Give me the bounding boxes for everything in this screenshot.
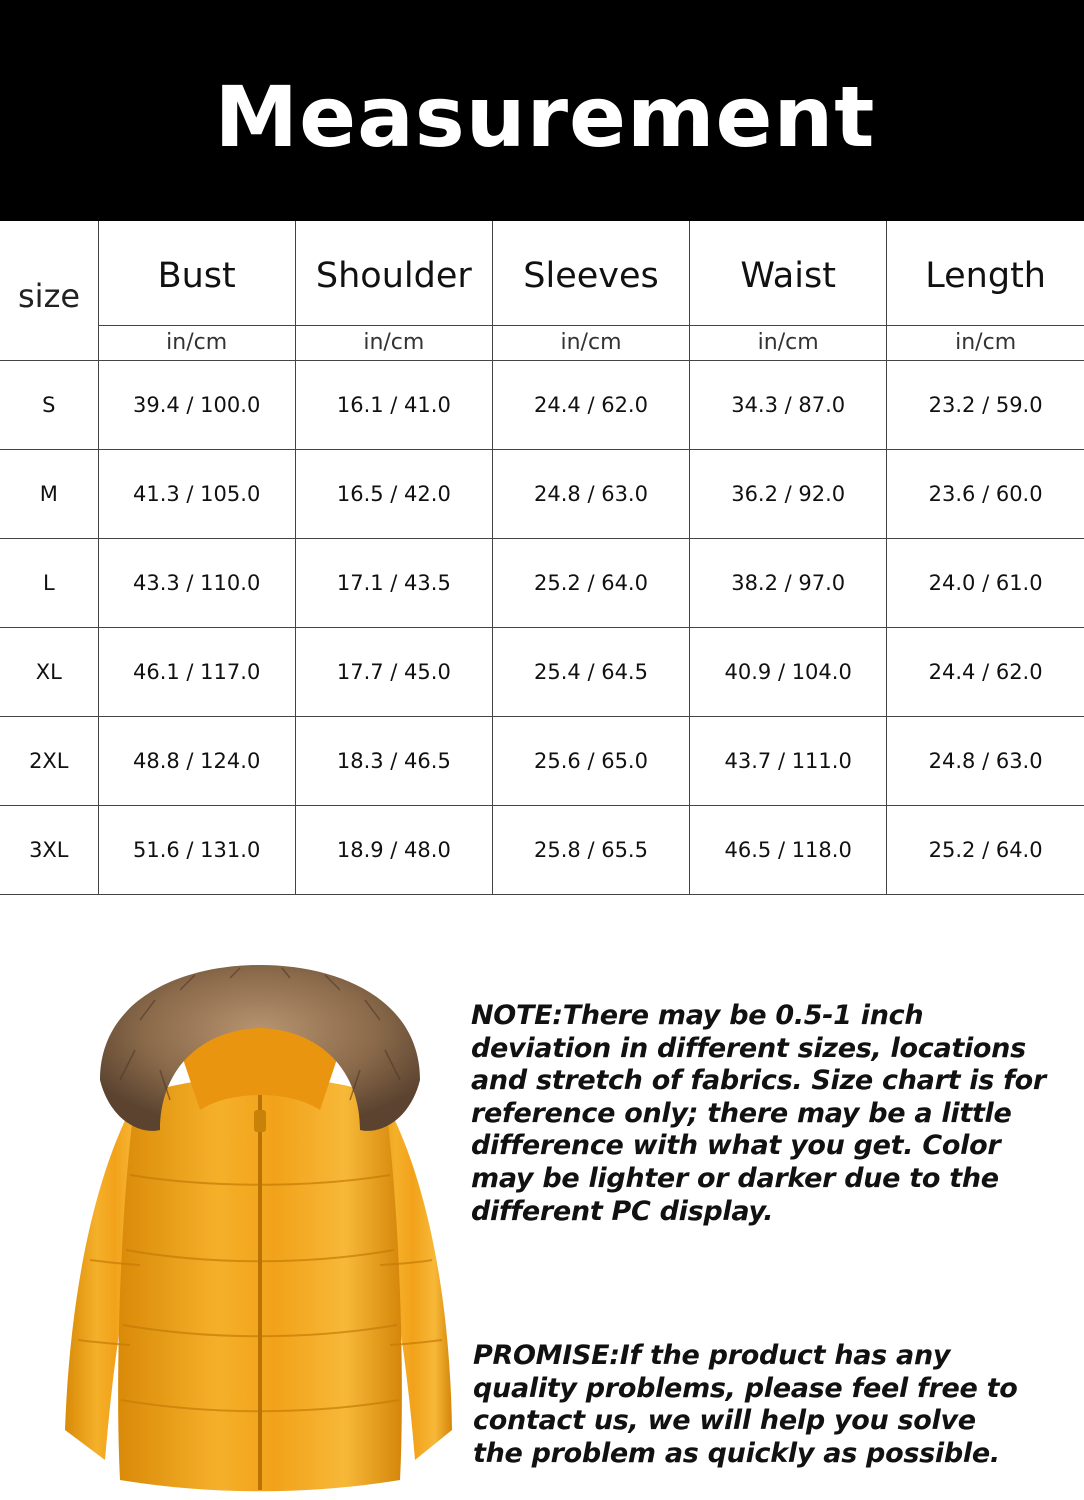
table-cell: 39.4 / 100.0: [98, 361, 295, 450]
table-row: [0, 717, 1084, 806]
note-text: NOTE:There may be 0.5-1 inch deviation in different sizes, locations and stretch of fabrics. Size chart is for reference only; there may be a little difference with what you get. Color may be lighter or darker due to the different PC display.: [471, 1000, 1046, 1227]
size-cell: S: [0, 361, 98, 450]
table-row: [0, 806, 1084, 895]
table-cell: 46.5 / 118.0: [690, 806, 887, 895]
table-cell: 25.4 / 64.5: [492, 628, 689, 717]
unit-label: in/cm: [887, 326, 1084, 361]
table-cell: 24.4 / 62.0: [492, 361, 689, 450]
column-header-bust: Bust: [98, 221, 295, 326]
table-cell: 23.2 / 59.0: [887, 361, 1084, 450]
table-cell: 18.9 / 48.0: [295, 806, 492, 895]
table-cell: 46.1 / 117.0: [98, 628, 295, 717]
size-cell: L: [0, 539, 98, 628]
table-cell: 48.8 / 124.0: [98, 717, 295, 806]
table-cell: 36.2 / 92.0: [690, 450, 887, 539]
table-cell: 51.6 / 131.0: [98, 806, 295, 895]
unit-label: in/cm: [98, 326, 295, 361]
table-cell: 38.2 / 97.0: [690, 539, 887, 628]
table-cell: 23.6 / 60.0: [887, 450, 1084, 539]
page-title: Measurement: [214, 68, 876, 166]
table-cell: 34.3 / 87.0: [690, 361, 887, 450]
column-header-waist: Waist: [690, 221, 887, 326]
unit-label: in/cm: [690, 326, 887, 361]
size-column-header: size: [0, 221, 98, 361]
table-cell: 24.8 / 63.0: [492, 450, 689, 539]
unit-label: in/cm: [492, 326, 689, 361]
table-cell: 25.8 / 65.5: [492, 806, 689, 895]
jacket-product-image: [60, 960, 460, 1500]
table-row: [0, 628, 1084, 717]
table-cell: 43.3 / 110.0: [98, 539, 295, 628]
promise-text: PROMISE:If the product has any quality problems, please feel free to contact us, we will help you solve the problem as quickly as possible.: [473, 1340, 1018, 1469]
table-cell: 17.7 / 45.0: [295, 628, 492, 717]
table-cell: 18.3 / 46.5: [295, 717, 492, 806]
size-cell: M: [0, 450, 98, 539]
table-cell: 24.0 / 61.0: [887, 539, 1084, 628]
table-row: [0, 539, 1084, 628]
column-header-length: Length: [887, 221, 1084, 326]
table-cell: 43.7 / 111.0: [690, 717, 887, 806]
size-cell: 3XL: [0, 806, 98, 895]
table-row: [0, 361, 1084, 450]
size-cell: 2XL: [0, 717, 98, 806]
table-cell: 24.4 / 62.0: [887, 628, 1084, 717]
table-cell: 17.1 / 43.5: [295, 539, 492, 628]
size-cell: XL: [0, 628, 98, 717]
table-cell: 25.6 / 65.0: [492, 717, 689, 806]
table-cell: 16.1 / 41.0: [295, 361, 492, 450]
table-cell: 25.2 / 64.0: [492, 539, 689, 628]
unit-row: [0, 326, 1084, 361]
table-cell: 41.3 / 105.0: [98, 450, 295, 539]
column-header-sleeves: Sleeves: [492, 221, 689, 326]
unit-label: in/cm: [295, 326, 492, 361]
table-cell: 24.8 / 63.0: [887, 717, 1084, 806]
column-header-shoulder: Shoulder: [295, 221, 492, 326]
table-cell: 16.5 / 42.0: [295, 450, 492, 539]
header-banner: [0, 0, 1084, 221]
header-row: [0, 221, 1084, 326]
table-row: [0, 450, 1084, 539]
size-chart-table: [0, 221, 1084, 895]
table-cell: 40.9 / 104.0: [690, 628, 887, 717]
table-cell: 25.2 / 64.0: [887, 806, 1084, 895]
